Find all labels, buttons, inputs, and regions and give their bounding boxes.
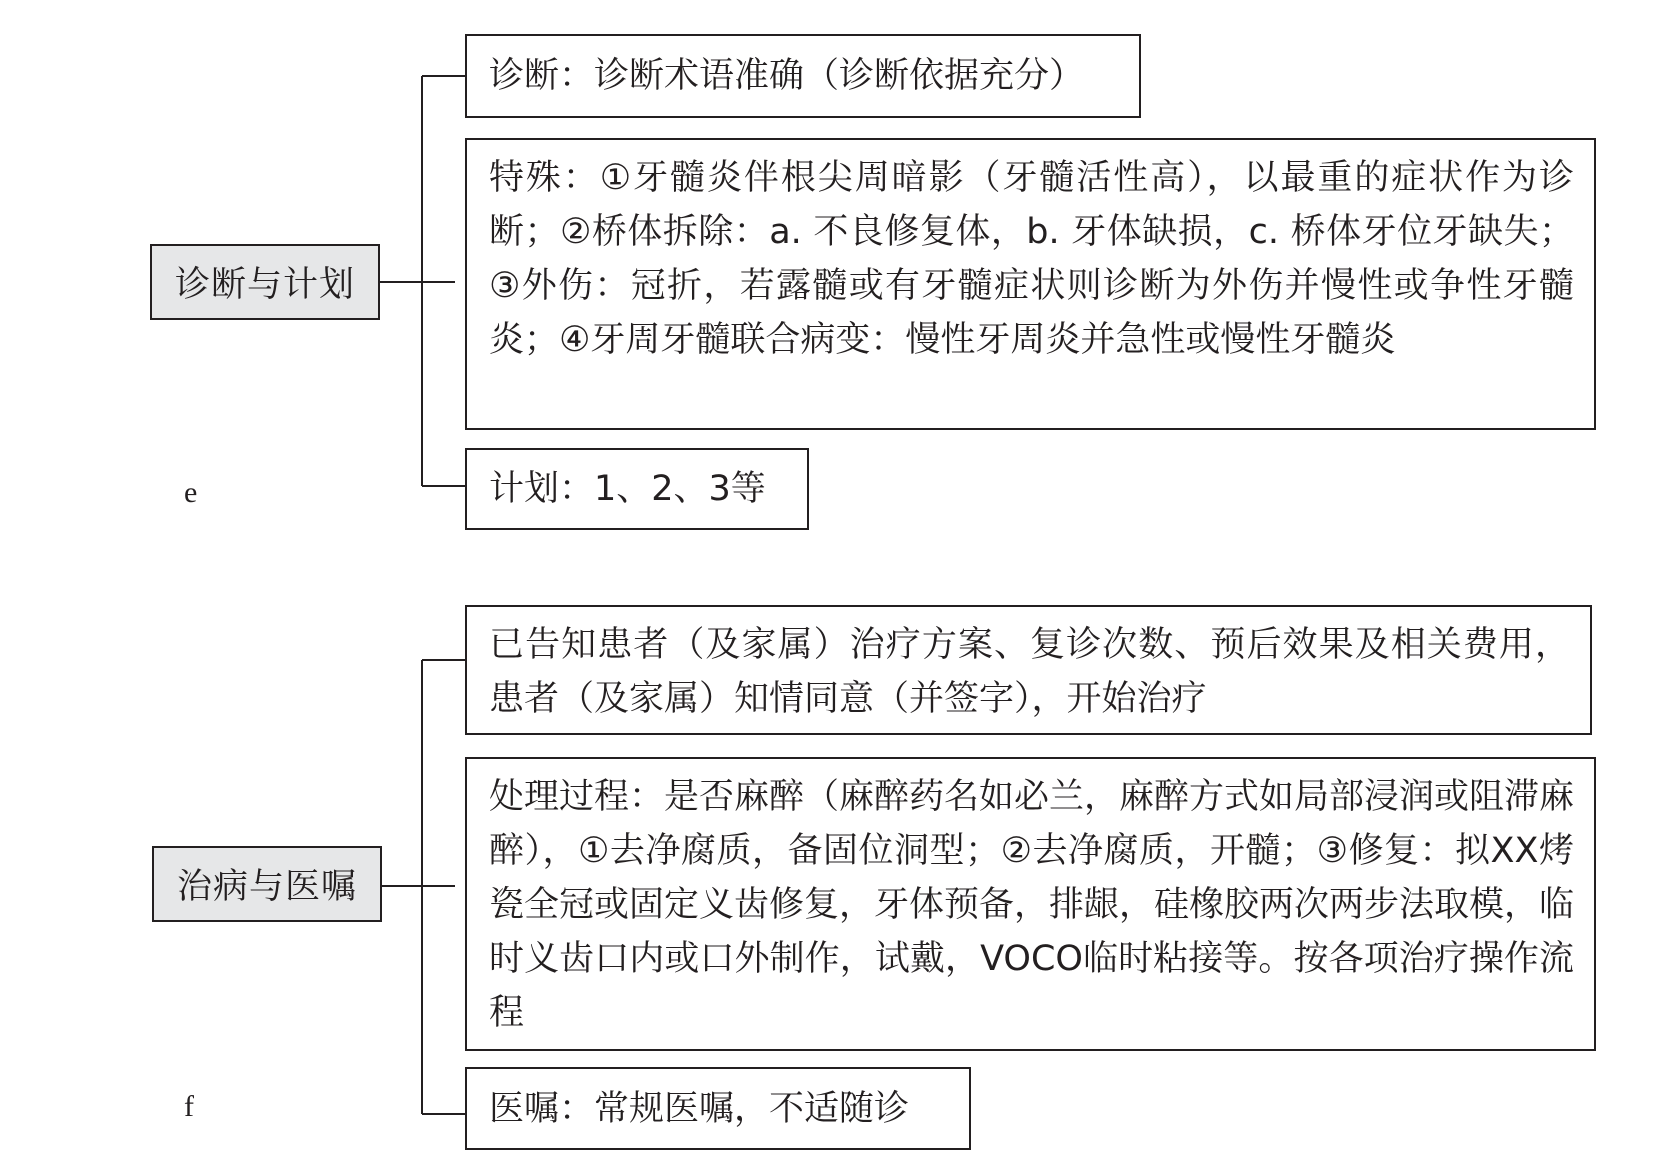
panel-label-f: f bbox=[184, 1090, 194, 1123]
diagnosis-node: 诊断：诊断术语准确（诊断依据充分） bbox=[465, 34, 1141, 118]
treatment-process-node: 处理过程：是否麻醉（麻醉药名如必兰，麻醉方式如局部浸润或阻滞麻醉），①去净腐质，备固位洞型；②去净腐质，开髓；③修复：拟XX烤瓷全冠或固定义齿修复，牙体预备，排龈，硅橡胶两次两步法取模，临时义齿口内或口外制作，试戴，VOCO临时粘接等。按各项治疗操作流程 bbox=[465, 757, 1596, 1051]
panel-label-e: e bbox=[184, 476, 198, 509]
special-cases-node: 特殊：①牙髓炎伴根尖周暗影（牙髓活性高），以最重的症状作为诊断；②桥体拆除：a. 不良修复体，b. 牙体缺损，c. 桥体牙位牙缺失；③外伤：冠折，若露髓或有牙髓症状则诊断为外伤并慢性或争性牙髓炎；④牙周牙髓联合病变：慢性牙周炎并急性或慢性牙髓炎 bbox=[465, 138, 1596, 430]
root-node-diagnosis-plan: 诊断与计划 bbox=[150, 244, 380, 320]
medical-advice-node: 医嘱：常规医嘱，不适随诊 bbox=[465, 1067, 971, 1150]
root-node-treatment-advice: 治病与医嘱 bbox=[152, 846, 382, 922]
plan-node: 计划：1、2、3等 bbox=[465, 448, 809, 530]
informed-consent-node: 已告知患者（及家属）治疗方案、复诊次数、预后效果及相关费用，患者（及家属）知情同意（并签字），开始治疗 bbox=[465, 605, 1592, 735]
